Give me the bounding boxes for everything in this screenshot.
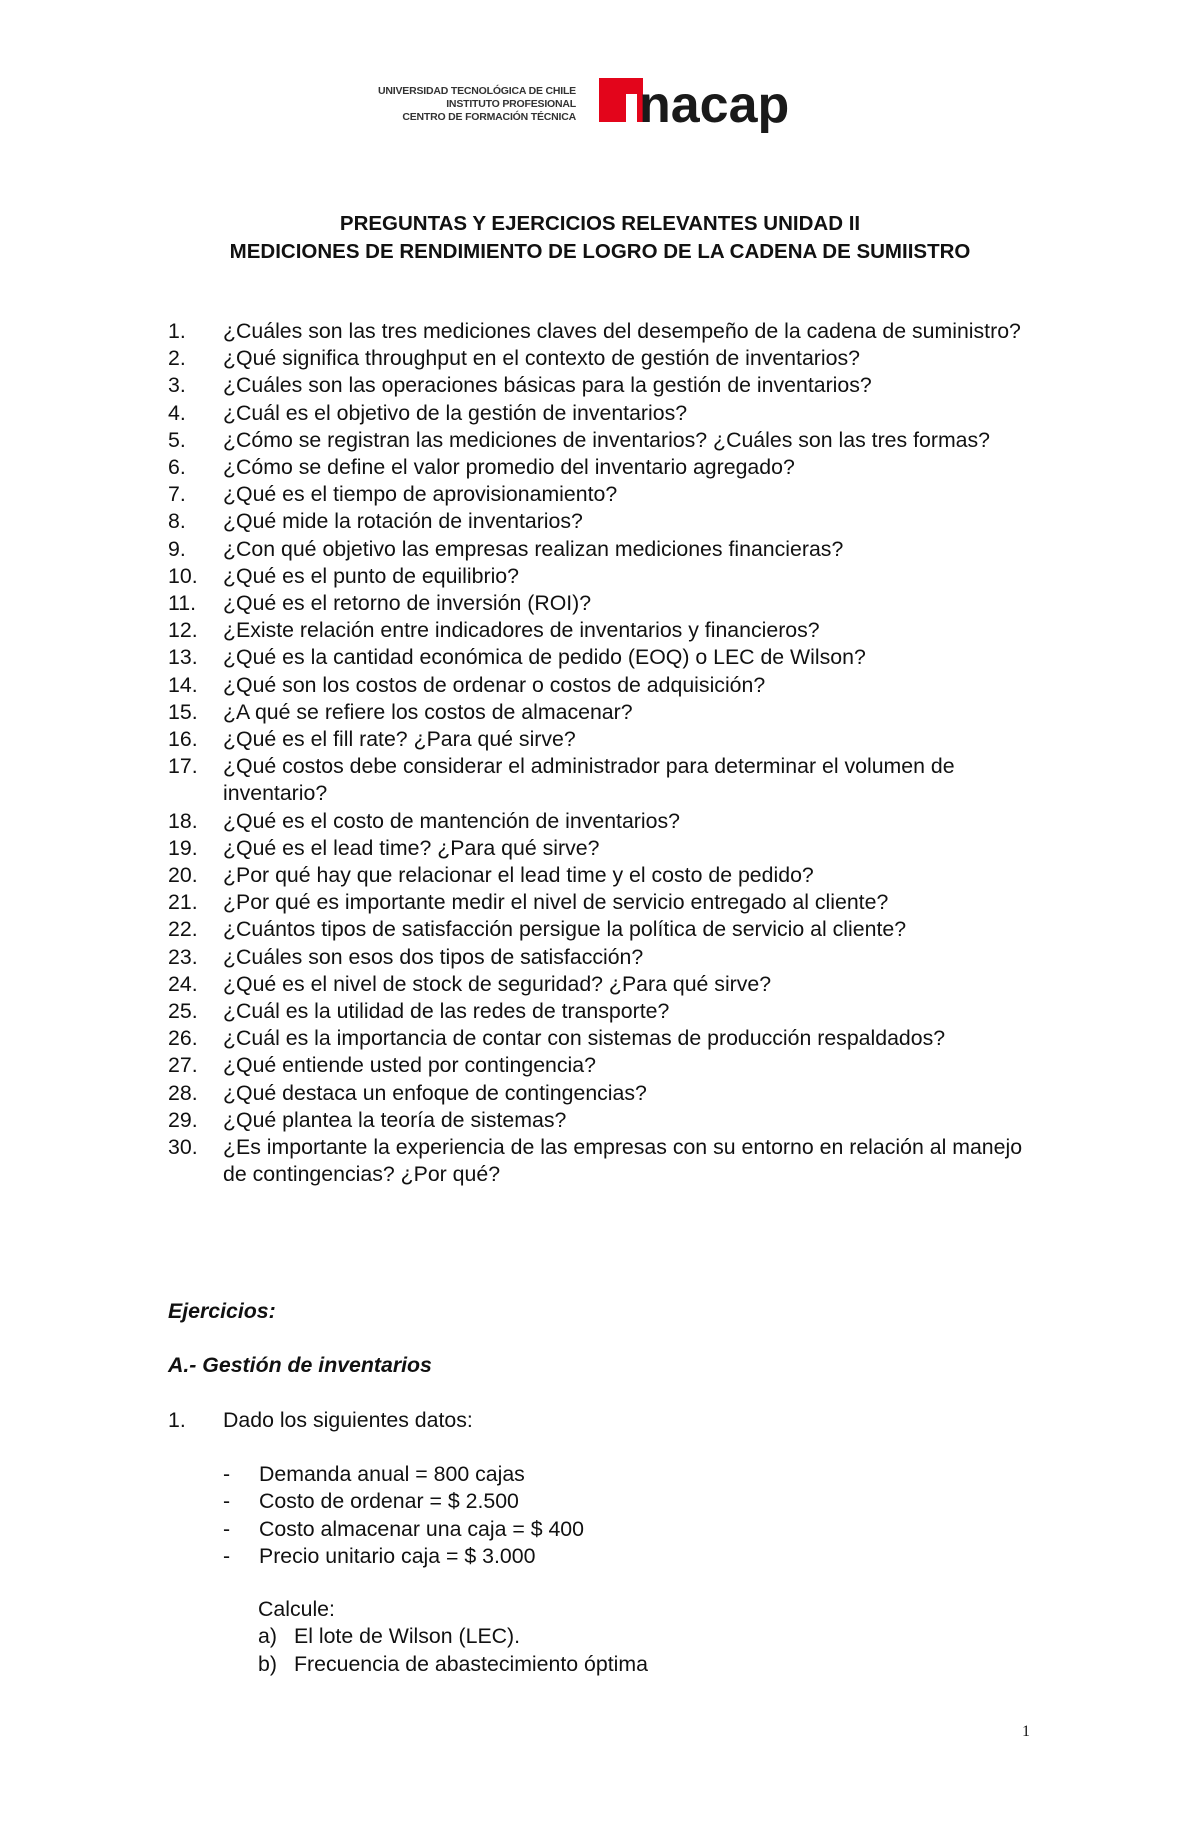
- question-number: 9.: [168, 536, 186, 561]
- question-number: 3.: [168, 373, 186, 398]
- question-text: ¿Qué plantea la teoría de sistemas?: [223, 1107, 567, 1132]
- data-item: - Costo de ordenar = $ 2.500: [223, 1488, 584, 1515]
- question-text: ¿Qué es el punto de equilibrio?: [223, 563, 519, 588]
- calc-text: El lote de Wilson (LEC).: [294, 1624, 521, 1649]
- question-item: [168, 318, 1048, 345]
- question-text: ¿Cuáles son las tres mediciones claves del desempeño de la cadena de suministro?: [223, 319, 1021, 343]
- exercises-heading: Ejercicios:: [168, 1299, 276, 1323]
- data-item: - Demanda anual = 800 cajas: [223, 1461, 584, 1488]
- question-item: [168, 644, 1048, 671]
- question-number: 23.: [168, 944, 198, 969]
- question-text: ¿Qué es el retorno de inversión (ROI)?: [223, 591, 592, 616]
- question-item: [168, 590, 1048, 617]
- question-number: 21.: [168, 890, 198, 915]
- question-item: [168, 372, 1048, 399]
- calc-letter: a): [258, 1624, 277, 1649]
- data-item-text: Costo almacenar una caja = $ 400: [259, 1516, 584, 1541]
- question-text: ¿Cuáles son esos dos tipos de satisfacción?: [223, 944, 644, 969]
- data-item-text: Demanda anual = 800 cajas: [259, 1462, 525, 1486]
- question-text: ¿Qué son los costos de ordenar o costos de adquisición?: [223, 672, 766, 697]
- question-item: [168, 944, 1048, 971]
- questions-list: [168, 318, 1048, 1189]
- question-item: [168, 536, 1048, 563]
- logo-line: INSTITUTO PROFESIONAL: [446, 98, 576, 110]
- question-number: 30.: [168, 1135, 198, 1160]
- question-text: ¿Qué destaca un enfoque de contingencias?: [223, 1080, 647, 1105]
- inacap-logo-mark: [599, 78, 817, 142]
- question-number: 27.: [168, 1053, 198, 1078]
- question-number: 29.: [168, 1107, 198, 1132]
- logo-institution-lines: [378, 85, 576, 124]
- question-number: 11.: [168, 591, 197, 616]
- question-number: 20.: [168, 863, 198, 888]
- question-text: ¿Qué significa throughput en el contexto de gestión de inventarios?: [223, 346, 860, 371]
- section-a-heading: A.- Gestión de inventarios: [168, 1353, 432, 1377]
- question-item: [168, 753, 1048, 807]
- question-text: ¿Qué es el fill rate? ¿Para qué sirve?: [223, 727, 576, 752]
- question-item: [168, 400, 1048, 427]
- question-text: ¿Con qué objetivo las empresas realizan mediciones financieras?: [223, 536, 844, 561]
- question-text: ¿Qué es la cantidad económica de pedido (EOQ) o LEC de Wilson?: [223, 645, 866, 670]
- exercise-number: 1.: [168, 1408, 186, 1432]
- calc-item: [258, 1623, 648, 1650]
- data-item-text: Precio unitario caja = $ 3.000: [259, 1543, 536, 1568]
- question-number: 5.: [168, 427, 186, 452]
- question-number: 1.: [168, 319, 186, 343]
- question-item: [168, 481, 1048, 508]
- question-text: ¿Qué costos debe considerar el administrador para determinar el volumen de inventario?: [223, 754, 955, 806]
- question-text: ¿Qué es el tiempo de aprovisionamiento?: [223, 482, 618, 507]
- data-item: - Costo almacenar una caja = $ 400: [223, 1516, 584, 1543]
- question-item: [168, 971, 1048, 998]
- question-number: 18.: [168, 808, 198, 833]
- question-item: [168, 808, 1048, 835]
- question-text: ¿Qué es el lead time? ¿Para qué sirve?: [223, 835, 600, 860]
- question-number: 14.: [168, 672, 198, 697]
- question-item: [168, 862, 1048, 889]
- question-item: [168, 916, 1048, 943]
- exercise-item-1: [168, 1407, 473, 1434]
- question-item: [168, 454, 1048, 481]
- question-item: [168, 699, 1048, 726]
- question-number: 16.: [168, 727, 198, 752]
- question-text: ¿Qué mide la rotación de inventarios?: [223, 509, 583, 534]
- question-item: [168, 998, 1048, 1025]
- inacap-logo: [378, 78, 818, 144]
- question-text: ¿Cuáles son las operaciones básicas para la gestión de inventarios?: [223, 373, 872, 398]
- question-item: [168, 1134, 1048, 1188]
- question-item: [168, 617, 1048, 644]
- question-number: 10.: [168, 563, 198, 588]
- calc-letter: b): [258, 1651, 277, 1676]
- document-title: [0, 210, 1200, 266]
- question-number: 13.: [168, 645, 198, 670]
- question-number: 15.: [168, 699, 198, 724]
- data-item-text: Costo de ordenar = $ 2.500: [259, 1489, 519, 1514]
- question-item: [168, 672, 1048, 699]
- question-number: 4.: [168, 400, 186, 425]
- question-number: 22.: [168, 917, 198, 942]
- question-text: ¿Existe relación entre indicadores de inventarios y financieros?: [223, 618, 820, 643]
- question-text: ¿Cómo se define el valor promedio del inventario agregado?: [223, 455, 795, 480]
- question-number: 8.: [168, 509, 186, 534]
- question-item: [168, 1025, 1048, 1052]
- question-text: ¿Qué es el costo de mantención de inventarios?: [223, 808, 680, 833]
- question-number: 26.: [168, 1026, 198, 1051]
- question-text: ¿Cuál es el objetivo de la gestión de inventarios?: [223, 400, 688, 425]
- question-item: [168, 1080, 1048, 1107]
- logo-line: UNIVERSIDAD TECNOLÓGICA DE CHILE: [378, 85, 576, 97]
- question-item: [168, 508, 1048, 535]
- question-item: [168, 427, 1048, 454]
- question-text: ¿Cómo se registran las mediciones de inventarios? ¿Cuáles son las tres formas?: [223, 427, 991, 452]
- title-line-1: PREGUNTAS Y EJERCICIOS RELEVANTES UNIDAD II: [339, 212, 861, 235]
- title-line-2: MEDICIONES DE RENDIMIENTO DE LOGRO DE LA CADENA DE SUMIISTRO: [229, 240, 971, 263]
- question-item: [168, 345, 1048, 372]
- question-text: ¿Es importante la experiencia de las empresas con su entorno en relación al manejo de contingencias? ¿Por qué?: [223, 1135, 1023, 1187]
- question-item: [168, 1052, 1048, 1079]
- calc-text: Frecuencia de abastecimiento óptima: [294, 1651, 648, 1676]
- calculation-block: [258, 1596, 648, 1678]
- logo-line: CENTRO DE FORMACIÓN TÉCNICA: [402, 111, 576, 123]
- question-text: ¿Cuál es la importancia de contar con sistemas de producción respaldados?: [223, 1026, 946, 1051]
- question-text: ¿Qué es el nivel de stock de seguridad? ¿Para qué sirve?: [223, 971, 772, 996]
- logo-word: nacap: [639, 78, 790, 134]
- question-text: ¿A qué se refiere los costos de almacenar?: [223, 699, 633, 724]
- question-number: 6.: [168, 455, 186, 480]
- calc-label: Calcule:: [258, 1597, 335, 1621]
- question-number: 12.: [168, 618, 198, 643]
- calc-item: [258, 1651, 648, 1678]
- question-number: 17.: [168, 754, 198, 779]
- question-item: [168, 563, 1048, 590]
- question-text: ¿Por qué hay que relacionar el lead time y el costo de pedido?: [223, 863, 814, 888]
- question-item: [168, 889, 1048, 916]
- question-number: 7.: [168, 482, 186, 507]
- question-number: 28.: [168, 1080, 198, 1105]
- question-number: 2.: [168, 346, 186, 371]
- question-item: [168, 835, 1048, 862]
- exercise-text: Dado los siguientes datos:: [223, 1408, 473, 1432]
- data-item: - Precio unitario caja = $ 3.000: [223, 1543, 584, 1570]
- question-text: ¿Qué entiende usted por contingencia?: [223, 1053, 596, 1078]
- question-text: ¿Cuántos tipos de satisfacción persigue la política de servicio al cliente?: [223, 917, 907, 942]
- page-number: 1: [1022, 1723, 1030, 1740]
- question-text: ¿Por qué es importante medir el nivel de servicio entregado al cliente?: [223, 890, 889, 915]
- question-item: [168, 1107, 1048, 1134]
- question-number: 25.: [168, 999, 198, 1024]
- question-number: 24.: [168, 971, 198, 996]
- question-item: [168, 726, 1048, 753]
- question-text: ¿Cuál es la utilidad de las redes de transporte?: [223, 999, 670, 1024]
- exercise-data-list: [223, 1461, 584, 1570]
- question-number: 19.: [168, 835, 198, 860]
